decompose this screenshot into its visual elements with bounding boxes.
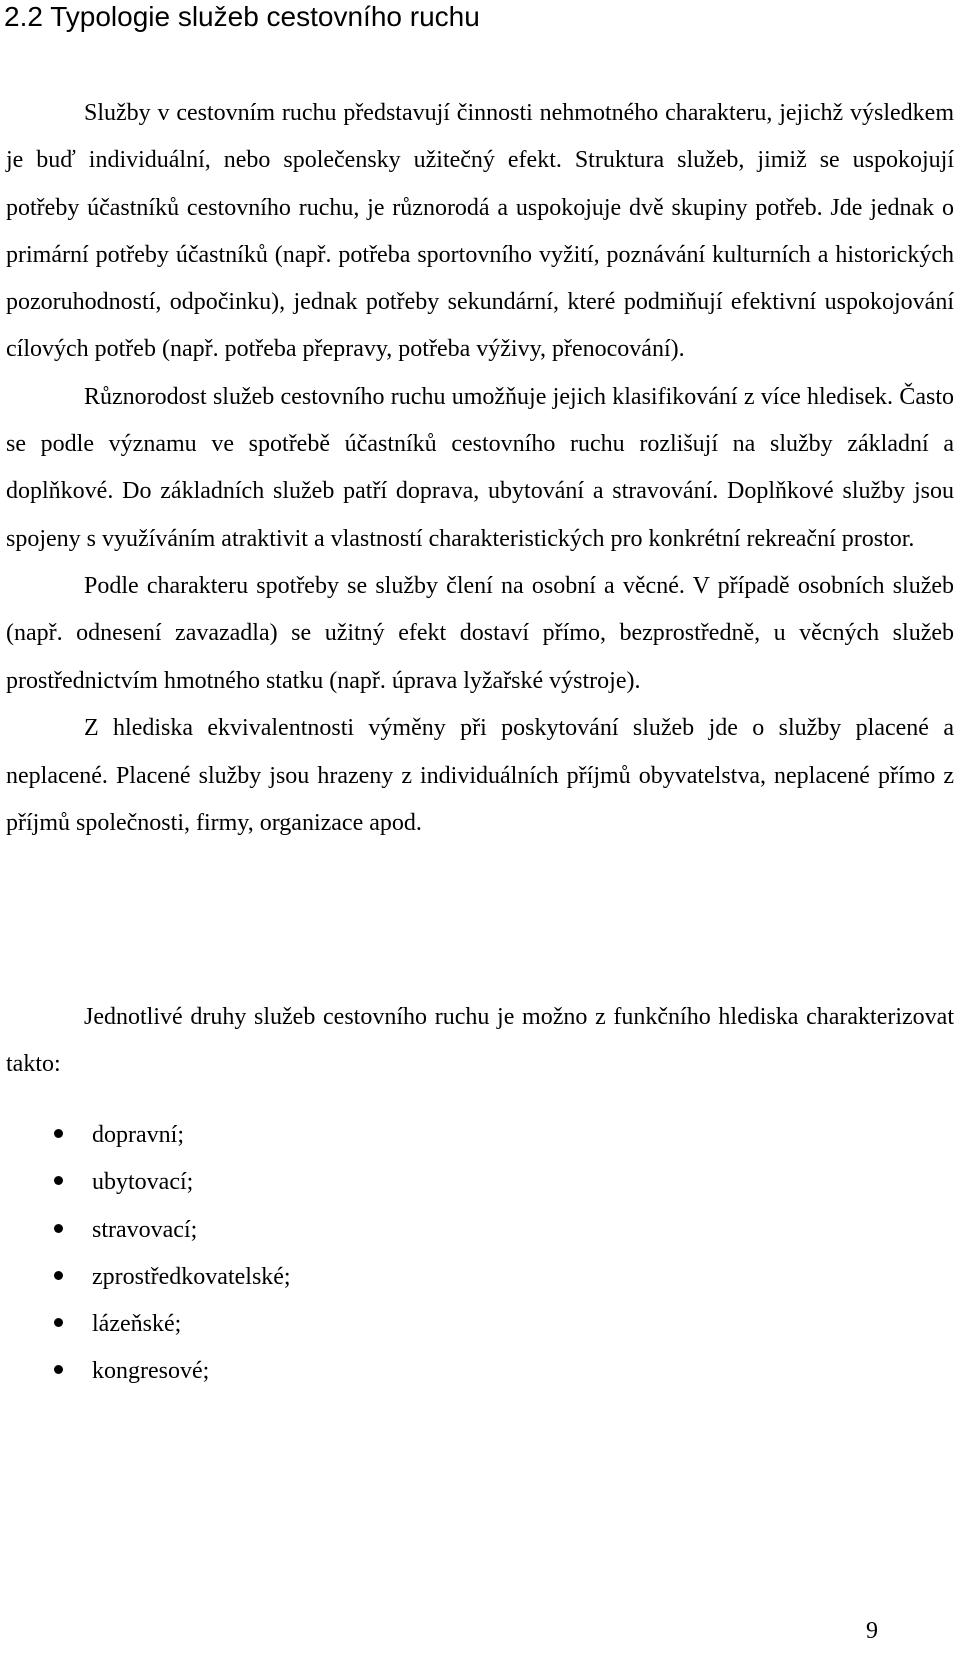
list-item-label: dopravní; bbox=[92, 1122, 184, 1148]
intro-block bbox=[6, 994, 954, 1089]
paragraph-diversity: Různorodost služeb cestovního ruchu umožňuje jejich klasifikování z více hledisek. Často se podle významu ve spotřebě účastníků cestovního ruchu rozlišují na služby základní a doplňkové. Do základních služeb patří doprava, ubytování a stravování. Doplňkové služby jsou spojeny s využíváním atraktivit a vlastností charakteristických pro konkrétní rekreační prostor. bbox=[6, 383, 954, 552]
section-heading: 2.2 Typologie služeb cestovního ruchu bbox=[4, 1, 480, 32]
paragraph-consumption: Podle charakteru spotřeby se služby člení na osobní a věcné. V případě osobních služeb (např. odnesení zavazadla) se užitný efekt dostaví přímo, bezprostředně, u věcných služeb prostřednictvím hmotného statku (např. úprava lyžařské výstroje). bbox=[6, 572, 954, 694]
list-item-label: zprostředkovatelské; bbox=[92, 1263, 291, 1290]
bullet-icon bbox=[54, 1176, 63, 1185]
bullet-icon bbox=[54, 1318, 63, 1327]
list-item bbox=[0, 1254, 960, 1301]
bullet-icon bbox=[54, 1224, 63, 1233]
body-text bbox=[6, 90, 954, 847]
list-item-label: ubytovací; bbox=[92, 1169, 194, 1196]
service-types-list bbox=[0, 1112, 960, 1396]
list-item-label: kongresové; bbox=[92, 1358, 210, 1385]
paragraph-services-intro: Služby v cestovním ruchu představují činnosti nehmotného charakteru, jejichž výsledkem je buď individuální, nebo společensky užitečný efekt. Struktura služeb, jimiž se uspokojují potřeby účastníků cestovního ruchu, je různorodá a uspokojuje dvě skupiny potřeb. Jde jednak o primární potřeby účastníků (např. potřeba sportovního vyžití, poznávání kulturních a historických pozoruhodností, odpočinku), jednak potřeby sekundární, které podmiňují efektivní uspokojování cílových potřeb (např. potřeba přepravy, potřeba výživy, přenocování). bbox=[6, 100, 954, 363]
list-item bbox=[0, 1159, 960, 1206]
paragraph-functional-types: Jednotlivé druhy služeb cestovního ruchu je možno z funkčního hlediska charakterizovat takto: bbox=[6, 1004, 954, 1078]
list-item-label: lázeňské; bbox=[92, 1311, 182, 1338]
bullet-icon bbox=[54, 1365, 63, 1374]
list-item bbox=[0, 1112, 960, 1159]
list-item bbox=[0, 1348, 960, 1395]
list-item bbox=[0, 1301, 960, 1348]
bullet-icon bbox=[54, 1271, 63, 1280]
list-item-label: stravovací; bbox=[92, 1216, 198, 1243]
paragraph-equivalence: Z hlediska ekvivalentnosti výměny při poskytování služeb jde o služby placené a neplacené. Placené služby jsou hrazeny z individuálních příjmů obyvatelstva, neplacené přímo z příjmů společnosti, firmy, organizace apod. bbox=[6, 715, 954, 836]
bullet-icon bbox=[54, 1129, 63, 1138]
page-number: 9 bbox=[866, 1618, 878, 1644]
list-item bbox=[0, 1207, 960, 1254]
